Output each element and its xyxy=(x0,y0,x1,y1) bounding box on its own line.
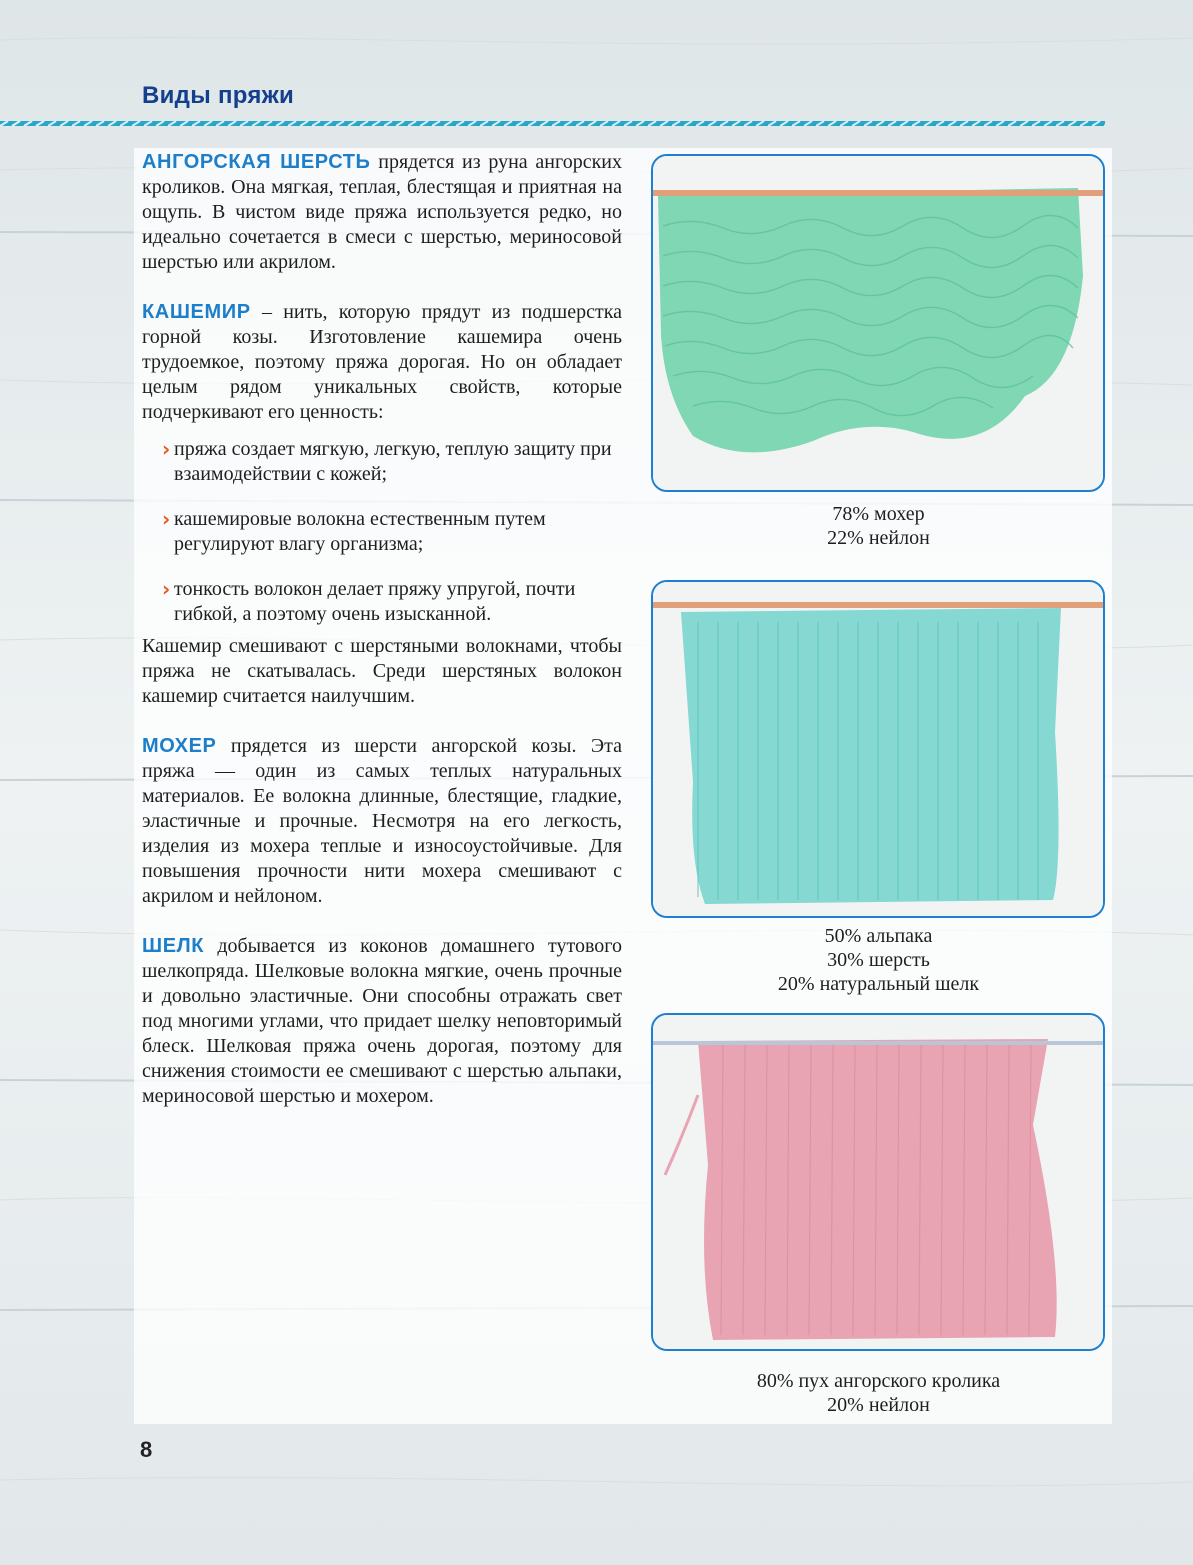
list-item: › тонкость волокон делает пряжу упругой, почти гибкой, а поэтому очень изысканной. xyxy=(162,577,576,625)
cashmere-properties-list xyxy=(142,437,622,627)
page-number: 8 xyxy=(140,1437,153,1462)
chevron-right-icon: › xyxy=(162,577,171,601)
knit-swatch-image xyxy=(653,1015,1103,1349)
swatch-photo-mohair xyxy=(651,154,1105,492)
swatch-caption-alpaca: 50% альпака 30% шерсть 20% натуральный шелк xyxy=(777,925,980,995)
cashmere-body: – нить, которую прядут из подшерстка горной козы. Изготовление кашемира очень трудоемкое, поэтому пряжа дорогая. Но он обладает целым рядом уникальных свойств, которые подчеркивают его ценность: xyxy=(142,301,622,423)
chevron-right-icon: › xyxy=(162,437,171,461)
rope-divider xyxy=(0,116,1105,130)
silk-term: ШЕЛК xyxy=(142,935,205,957)
swatch-photo-alpaca xyxy=(651,580,1105,918)
list-item: › пряжа создает мягкую, легкую, теплую защиту при взаимодействии с кожей; xyxy=(162,437,612,485)
angora-body: прядется из руна ангорских кроликов. Она мягкая, теплая, блестящая и приятная на ощупь. В чистом виде пряжа используется редко, но идеально сочетается в смеси с шерстью, мериносовой шерстью или акрилом. xyxy=(142,151,622,273)
angora-term: АНГОРСКАЯ ШЕРСТЬ xyxy=(142,151,371,173)
angora-paragraph xyxy=(142,150,622,275)
cashmere-term: КАШЕМИР xyxy=(142,301,251,323)
swatch-caption-angora: 80% пух ангорского кролика 20% нейлон xyxy=(756,1370,1001,1416)
knit-swatch-image xyxy=(653,156,1103,490)
cashmere-after-paragraph: Кашемир смешивают с шерстяными волокнами, чтобы пряжа не скатывалась. Среди шерстяных волокон кашемир считается наилучшим. xyxy=(142,635,622,707)
chevron-right-icon: › xyxy=(162,507,171,531)
section-title: Виды пряжи xyxy=(142,82,295,109)
list-item: › кашемировые волокна естественным путем регулируют влагу организма; xyxy=(162,507,546,555)
knit-swatch-image xyxy=(653,582,1103,916)
silk-paragraph xyxy=(142,934,622,1109)
mohair-paragraph xyxy=(142,734,622,909)
mohair-term: МОХЕР xyxy=(142,735,217,757)
page-header xyxy=(142,82,294,110)
cashmere-paragraph xyxy=(142,300,622,425)
text-column xyxy=(142,150,622,1134)
silk-body: добывается из коконов домашнего тутового шелкопряда. Шелковые волокна мягкие, очень прочные и довольно эластичные. Они способны отражать свет под многими углами, что придает шелку неповторимый блеск. Шелковая пряжа очень дорогая, поэтому для снижения стоимости ее смешивают с шерстью альпаки, мериносовой шерстью и мохером. xyxy=(142,935,623,1107)
swatch-caption-mohair: 78% мохер 22% нейлон xyxy=(827,503,930,549)
mohair-body: прядется из шерсти ангорской козы. Эта пряжа — один из самых теплых натуральных материалов. Ее волокна длинные, блестящие, гладкие, эластичные и прочные. Несмотря на его легкость, изделия из мохера теплые и износоустойчивые. Для повышения прочности нити мохера смешивают с акрилом и нейлоном. xyxy=(142,735,622,907)
swatch-photo-angora xyxy=(651,1013,1105,1351)
